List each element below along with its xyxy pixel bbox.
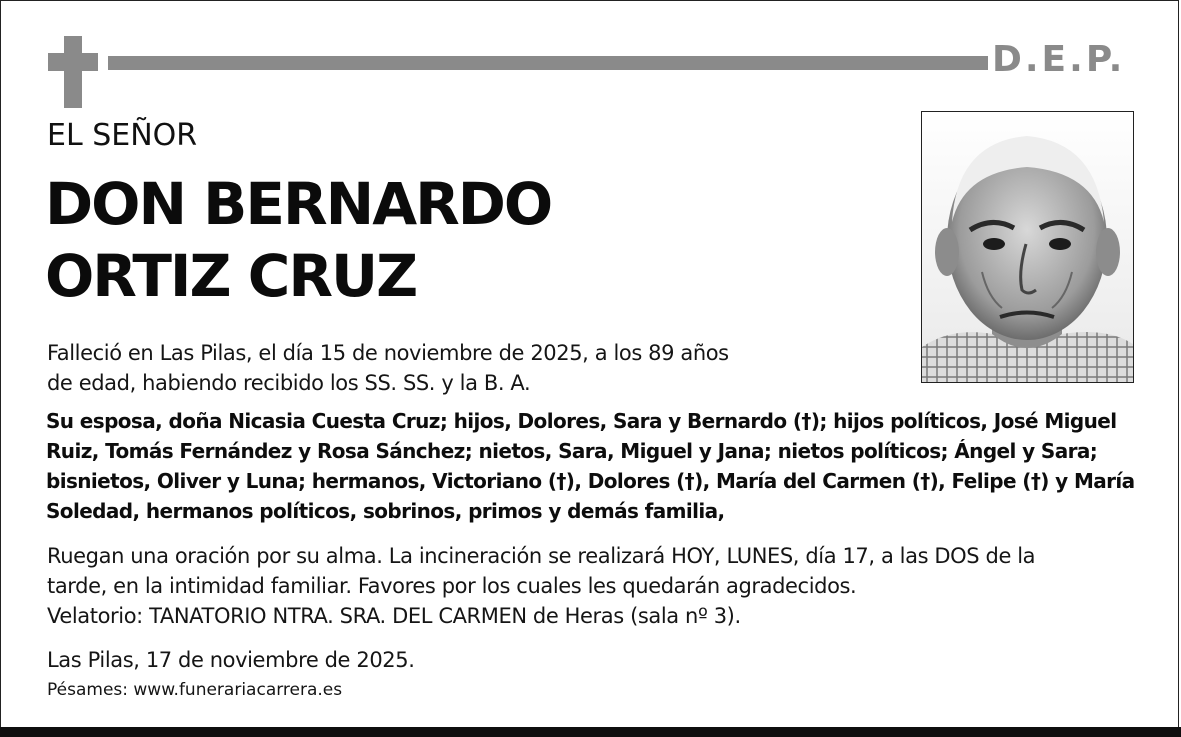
death-notice-line2: de edad, habiendo recibido los SS. SS. y la B. A. (47, 371, 531, 395)
deceased-name (45, 168, 551, 312)
bottom-rule (0, 727, 1181, 737)
cross-icon-bar (48, 53, 98, 71)
family-list: Su esposa, doña Nicasia Cuesta Cruz; hijos, Dolores, Sara y Bernardo (†); hijos políticos, José Miguel Ruiz, Tomás Fernández y Rosa Sánchez; nietos, Sara, Miguel y Jana; nietos políticos; Ángel y Sara; bisnietos, Oliver y Luna; hermanos, Victoriano (†), Dolores (†), María del Carmen (†), Felipe (†) y María Soledad, hermanos políticos, sobrinos, primos y demás familia, (46, 409, 1135, 523)
header-rule (108, 56, 988, 70)
date-place: Las Pilas, 17 de noviembre de 2025. (47, 648, 415, 672)
deceased-name-line1: DON BERNARDO (45, 170, 552, 238)
deceased-name-line2: ORTIZ CRUZ (45, 242, 417, 310)
death-notice (47, 338, 827, 398)
ceremony-notice (47, 541, 1147, 631)
wake-location: Velatorio: TANATORIO NTRA. SRA. DEL CARMEN de Heras (sala nº 3). (47, 604, 741, 628)
condolences-link[interactable]: Pésames: www.funerariacarrera.es (47, 680, 343, 700)
death-notice-line1: Falleció en Las Pilas, el día 15 de noviembre de 2025, a los 89 años (47, 341, 729, 365)
portrait-illustration (922, 112, 1133, 382)
dep-label: D.E.P. (992, 39, 1126, 80)
ceremony-line2: tarde, en la intimidad familiar. Favores por los cuales les quedarán agradecidos. (47, 574, 857, 598)
ceremony-line1: Ruegan una oración por su alma. La incineración se realizará HOY, LUNES, día 17, a las DOS de la (47, 544, 1036, 568)
honorific: EL SEÑOR (47, 118, 198, 153)
portrait-photo (921, 111, 1134, 383)
cross-icon (64, 36, 82, 108)
